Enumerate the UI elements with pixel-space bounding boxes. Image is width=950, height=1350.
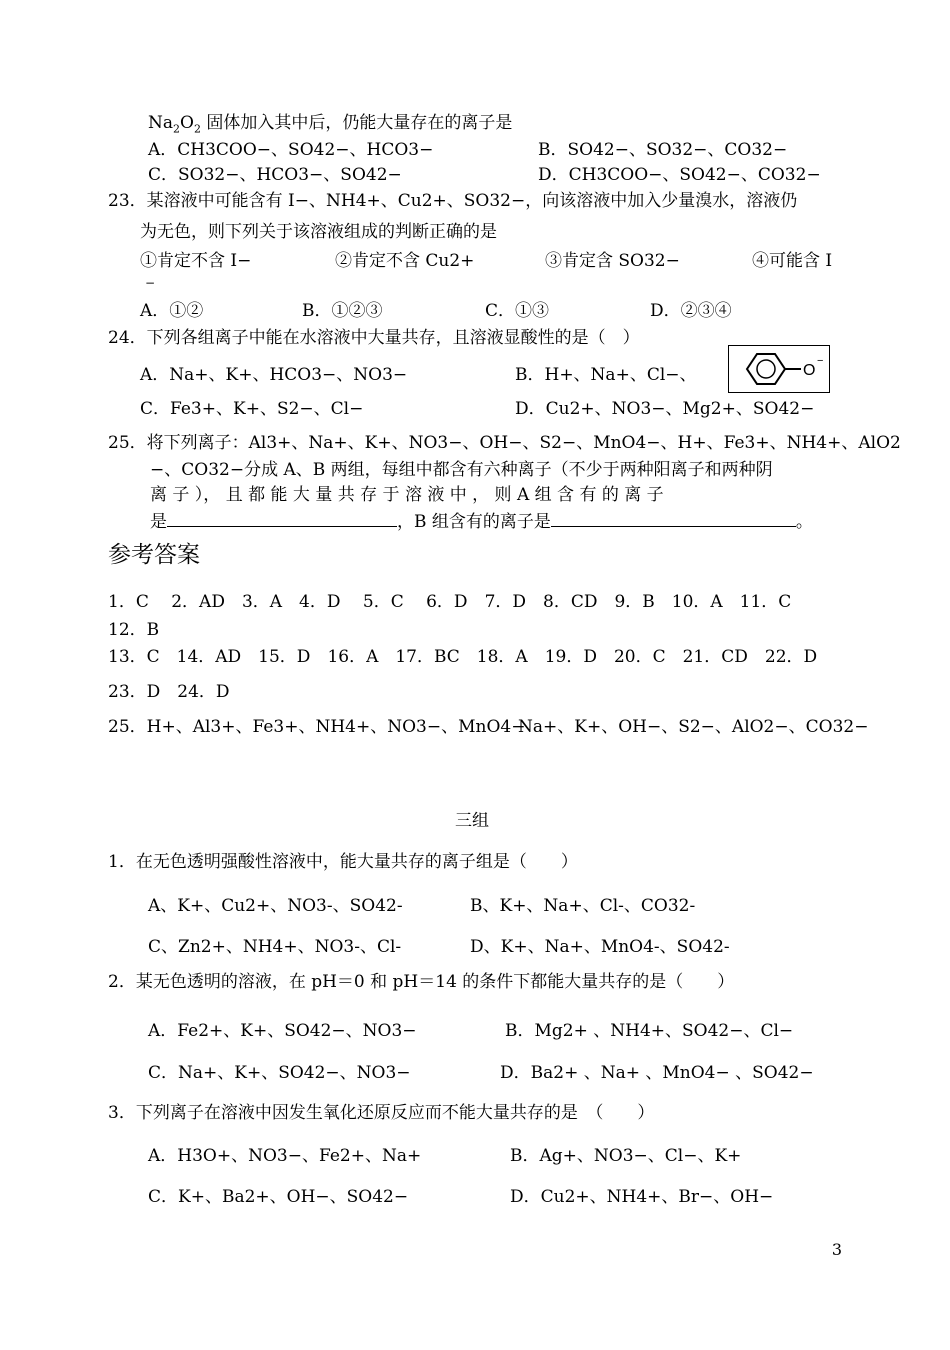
q25-answer-blank-a[interactable]: [167, 510, 397, 527]
q23-statement-4: ④可能含 I: [752, 251, 833, 271]
q25-answer-blank-b[interactable]: [551, 510, 796, 527]
q22-option-d: D．CH3COO−、SO42−、CO32−: [538, 165, 821, 185]
q23-statement-3: ③肯定含 SO32−: [545, 251, 680, 271]
g3-q2-stem: 2．某无色透明的溶液，在 pH＝0 和 pH＝14 的条件下都能大量共存的是（ ）: [108, 972, 735, 992]
q25-line1: 25．将下列离子：Al3+、Na+、K+、NO3−、OH−、S2−、MnO4−、H+、Fe3+、NH4+、AlO2: [108, 433, 901, 453]
q23-line1: 23．某溶液中可能含有 I−、NH4+、Cu2+、SO32−，向该溶液中加入少量溴水，溶液仍: [108, 191, 798, 211]
q25-line4-start: 是: [150, 512, 167, 532]
q25-line2: −、CO32−分成 A、B 两组，每组中都含有六种离子（不少于两种阳离子和两种阴: [150, 460, 773, 480]
q23-option-d: D．②③④: [650, 301, 732, 321]
q24-option-c: C．Fe3+、K+、S2−、Cl−: [140, 399, 364, 419]
q22-option-c: C．SO32−、HCO3−、SO42−: [148, 165, 402, 185]
g3-q2-option-b: B．Mg2+ 、NH4+、SO42−、Cl−: [505, 1021, 794, 1041]
phenoxide-charge-label: −: [817, 355, 824, 367]
q23-statement-4-wrap: −: [145, 276, 156, 290]
q23-option-a: A．①②: [140, 301, 204, 321]
g3-q3-option-a: A．H3O+、NO3−、Fe2+、Na+: [148, 1146, 422, 1166]
g3-q3-stem: 3．下列离子在溶液中因发生氧化还原反应而不能大量共存的是 （ ）: [108, 1103, 655, 1123]
q22-stem: $Na_2O_2$ 固体加入其中后，仍能大量存在的离子是: [148, 113, 513, 136]
q24-stem: 24．下列各组离子中能在水溶液中大量共存，且溶液显酸性的是（ ）: [108, 328, 640, 348]
phenoxide-ring-icon: [729, 346, 829, 392]
q23-option-b: B．①②③: [302, 301, 383, 321]
g3-q1-option-b: B、K+、Na+、Cl-、CO32-: [470, 896, 696, 916]
g3-q1-option-d: D、K+、Na+、MnO4-、SO42-: [470, 937, 730, 957]
answers-row-3: 13．C 14．AD 15．D 16．A 17．BC 18．A 19．D 20．C 21．CD 22．D: [108, 647, 818, 667]
phenoxide-structure-image: [728, 345, 830, 393]
q24-option-a: A．Na+、K+、HCO3−、NO3−: [140, 365, 408, 385]
q24-option-d: D．Cu2+、NO3−、Mg2+、SO42−: [515, 399, 815, 419]
group3-title: 三组: [455, 811, 489, 831]
q25-line4-mid: ，B 组含有的离子是: [397, 512, 551, 532]
q23-statement-2: ②肯定不含 Cu2+: [335, 251, 475, 271]
q25-line4-end: 。: [795, 512, 813, 532]
page-number: 3: [831, 1240, 842, 1259]
svg-text:O: O: [803, 362, 816, 379]
q22-option-a: A．CH3COO−、SO42−、HCO3−: [148, 140, 434, 160]
g3-q3-option-d: D．Cu2+、NH4+、Br−、OH−: [510, 1187, 774, 1207]
g3-q1-stem: 1．在无色透明强酸性溶液中，能大量共存的离子组是（ ）: [108, 852, 578, 872]
q23-statement-1: ①肯定不含 I−: [140, 251, 252, 271]
answers-row-5-group-a: 25．H+、Al3+、Fe3+、NH4+、NO3−、MnO4−: [108, 717, 526, 737]
answers-row-2: 12．B: [108, 620, 160, 640]
g3-q3-option-c: C．K+、Ba2+、OH−、SO42−: [148, 1187, 409, 1207]
q24-option-b: B．H+、Na+、Cl−、: [515, 365, 697, 385]
g3-q3-option-b: B．Ag+、NO3−、Cl−、K+: [510, 1146, 742, 1166]
answers-row-1: 1．C 2．AD 3．A 4．D 5．C 6．D 7．D 8．CD 9．B 10．A 11．C: [108, 592, 792, 612]
g3-q1-option-c: C、Zn2+、NH4+、NO3-、Cl-: [148, 937, 402, 957]
q25-line4: [150, 510, 813, 533]
g3-q2-option-a: A．Fe2+、K+、SO42−、NO3−: [148, 1021, 417, 1041]
q23-option-c: C．①③: [485, 301, 550, 321]
q25-line3: 离 子 ）， 且 都 能 大 量 共 存 于 溶 液 中 ， 则 A 组 含 有 的 离 子: [150, 485, 664, 505]
g3-q2-option-d: D．Ba2+ 、Na+ 、MnO4− 、SO42−: [500, 1063, 814, 1083]
q22-option-b: B．SO42−、SO32−、CO32−: [538, 140, 788, 160]
answers-row-4: 23．D 24．D: [108, 682, 230, 702]
g3-q1-option-a: A、K+、Cu2+、NO3-、SO42-: [148, 896, 403, 916]
answers-row-5-group-b: Na+、K+、OH−、S2−、AlO2−、CO32−: [518, 717, 869, 737]
q23-line2: 为无色，则下列关于该溶液组成的判断正确的是: [140, 222, 497, 242]
answers-heading: 参考答案: [108, 542, 200, 568]
q22-stem-text: 固体加入其中后，仍能大量存在的离子是: [206, 113, 513, 133]
g3-q2-option-c: C．Na+、K+、SO42−、NO3−: [148, 1063, 411, 1083]
